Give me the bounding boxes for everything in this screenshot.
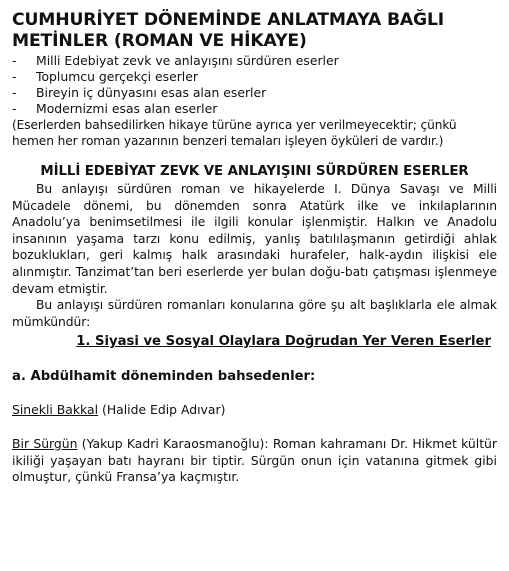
work-title: Bir Sürgün — [12, 435, 78, 451]
work-details: (Yakup Kadri Karaosmanoğlu): Roman kahramanı Dr. Hikmet kültür ikiliği yaşayan batı hayranı bir tiptir. Sürgün onun için vatanına gitmek gibi olmuştur, çünkü Fransa’ya kaçmıştır. — [12, 435, 497, 485]
note-paragraph: (Eserlerden bahsedilirken hikaye türüne ayrıca yer verilmeyecektir; çünkü hemen her roman yazarının benzeri temaları işleyen öyküleri de vardır.) — [12, 118, 457, 148]
list-item — [12, 85, 497, 101]
work-details: (Halide Edip Adıvar) — [98, 402, 226, 418]
section-a-heading: a. Abdülhamit döneminden bahsedenler: — [12, 369, 316, 385]
list-item-text: Toplumcu gerçekçi eserler — [36, 69, 198, 84]
list-dash: - — [12, 85, 17, 100]
list-item — [12, 53, 497, 69]
list-item-text: Milli Edebiyat zevk ve anlayışını sürdüren eserler — [36, 53, 339, 68]
list-dash: - — [12, 53, 17, 68]
list-item-text: Modernizmi esas alan eserler — [36, 101, 218, 116]
document-page — [12, 10, 497, 486]
body-paragraph-2: Bu anlayışı sürdüren romanları konularına göre şu alt başlıklarla ele almak mümkündür: — [12, 298, 497, 329]
work-entry-1 — [12, 402, 497, 419]
category-list — [12, 53, 497, 117]
section-title: MİLLİ EDEBİYAT ZEVK VE ANLAYIŞINI SÜRDÜREN ESERLER — [40, 164, 469, 179]
subheading — [12, 333, 497, 350]
work-title: Sinekli Bakkal — [12, 402, 99, 418]
subheading-text: 1. Siyasi ve Sosyal Olaylara Doğrudan Yer Veren Eserler — [76, 334, 491, 350]
list-item — [12, 101, 497, 117]
list-dash: - — [12, 101, 17, 116]
list-dash: - — [12, 69, 17, 84]
main-title-line-1: CUMHURİYET DÖNEMİNDE ANLATMAYA BAĞLI — [12, 10, 445, 30]
list-item-text: Bireyin iç dünyasını esas alan eserler — [36, 85, 267, 100]
main-title — [12, 10, 497, 52]
list-item — [12, 69, 497, 85]
work-entry-2 — [12, 436, 497, 486]
main-title-line-2: METİNLER (ROMAN VE HİKAYE) — [12, 31, 307, 51]
body-paragraph-1: Bu anlayışı sürdüren roman ve hikayelerde I. Dünya Savaşı ve Milli Mücadele dönemi, bu dönemden sonra Atatürk ilke ve inkılaplarının Anadolu’ya benimsetilmesi ile ilgili konular işlenmiştir. Halkın ve Anadolu insanının yaşama tarzı konu edilmiş, yanlış batılılaşmanın getirdiği ahlak bozuklukları, geri kalmış halk arasındaki hurafeler, halk-aydın ilişkisi ele alınmıştır. Tanzimat’tan beri eserlerde yer bulan doğu-batı çatışması işlenmeye devam etmiştir. — [12, 182, 497, 296]
